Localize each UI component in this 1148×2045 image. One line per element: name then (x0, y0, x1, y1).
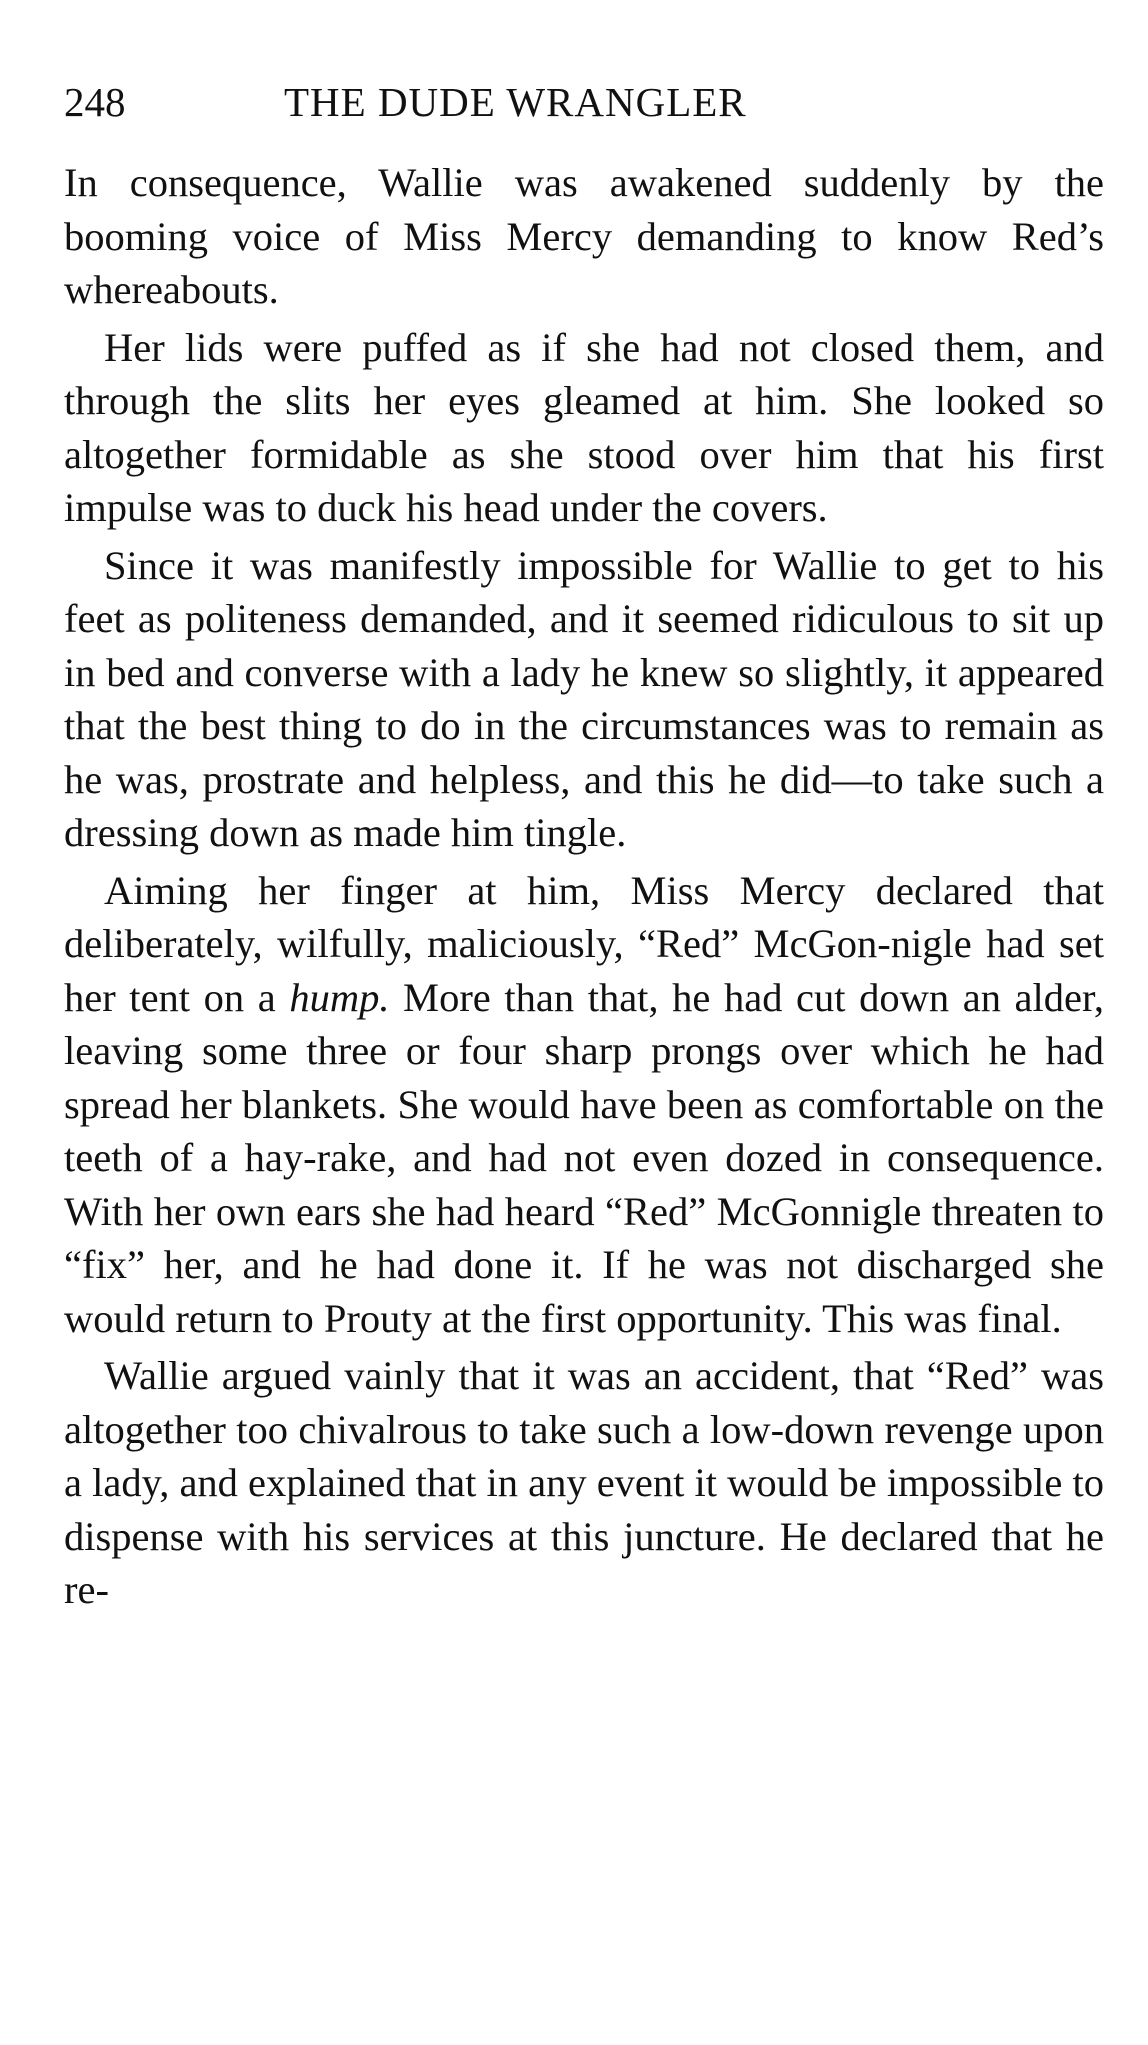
paragraph-5: Wallie argued vainly that it was an accident, that “Red” was altogether too chivalrous to take such a low-down revenge upon a lady, and explained that in any event it would be impossible to dispense with his services at this juncture. He declared that he re- (64, 1353, 1105, 1612)
paragraph-4-part-2: More than that, he had cut down an alder, leaving some three or four sharp prongs over which he had spread her blankets. She would have been as comfortable on the teeth of a hay-rake, and had not even dozed in consequence. With her own ears she had heard “Red” McGonnigle threaten to “fix” her, and he had done it. If he was not discharged she would return to Prouty at the first opportunity. This was final. (64, 974, 1105, 1341)
body-text (64, 156, 1104, 1617)
paragraph-4-italic: hump. (289, 974, 390, 1020)
page-number: 248 (64, 79, 126, 125)
paragraph-1: In consequence, Wallie was awakened suddenly by the booming voice of Miss Mercy demanding to know Red’s whereabouts. (64, 160, 1104, 312)
paragraph-4-part-1: Aiming her finger at him, Miss Mercy declared that deliberately, wilfully, maliciously, “Red” McGon-nigle had set her tent on a (64, 867, 1104, 1020)
book-page (64, 72, 1104, 1621)
paragraph-2: Her lids were puffed as if she had not closed them, and through the slits her eyes gleamed at him. She looked so altogether formidable as she stood over him that his first impulse was to duck his head under the covers. (64, 324, 1104, 530)
paragraph-4 (64, 864, 1104, 1346)
page-header (64, 72, 1104, 132)
running-title: THE DUDE WRANGLER (284, 79, 747, 125)
paragraph-3: Since it was manifestly impossible for Wallie to get to his feet as politeness demanded, and it seemed ridiculous to sit up in bed and converse with a lady he knew so slightly, it appeared that the best thing to do in the circumstances was to remain as he was, prostrate and helpless, and this he did—to take such a dressing down as made him tingle. (64, 542, 1104, 855)
